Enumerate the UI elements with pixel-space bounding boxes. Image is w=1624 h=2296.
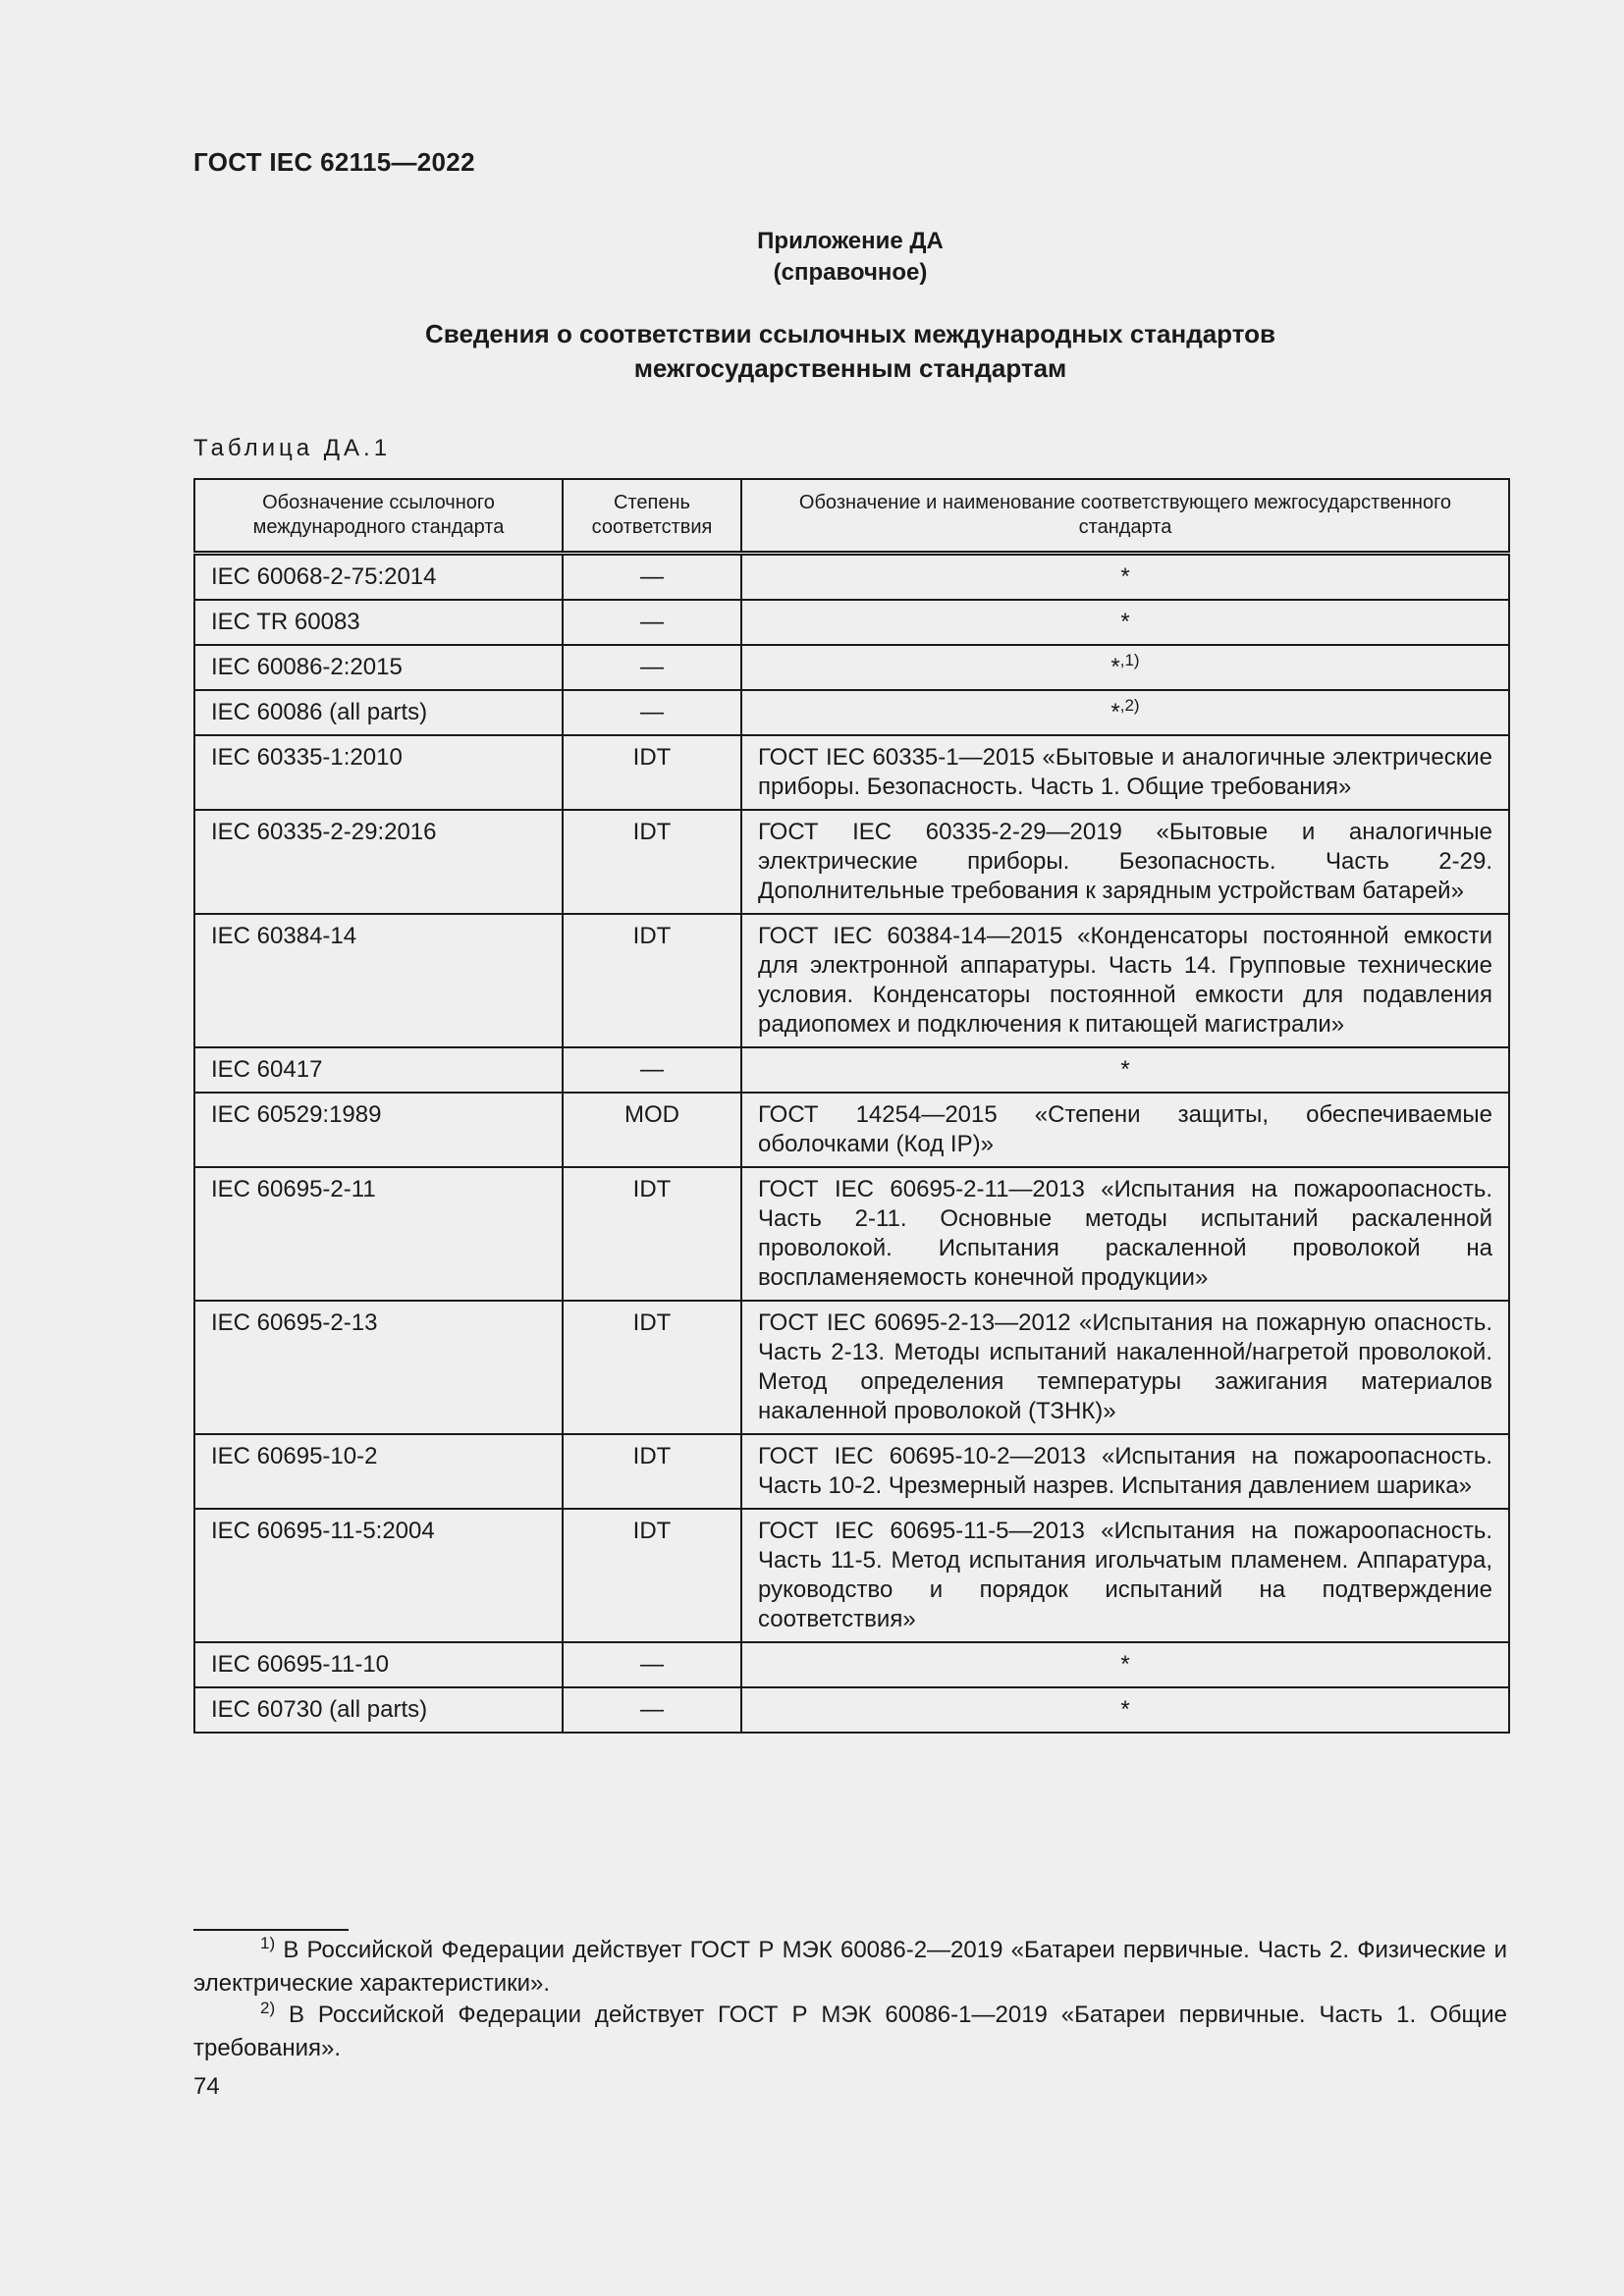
- footnote-text: В Российской Федерации действует ГОСТ Р МЭК 60086-1—2019 «Батареи первичные. Часть 1. Общие требования».: [193, 2002, 1507, 2061]
- section-title: [193, 317, 1507, 386]
- interstate-standard-text: *: [1120, 563, 1130, 590]
- footnote-1: [193, 1934, 1507, 2001]
- table-caption: Таблица ДА.1: [193, 435, 392, 461]
- interstate-standard-text: *: [1110, 654, 1120, 680]
- interstate-standard-cell: [741, 914, 1509, 1047]
- intl-standard-cell: IEC 60417: [194, 1047, 563, 1093]
- table-body: [194, 554, 1509, 1734]
- intl-standard-cell: IEC 60068-2-75:2014: [194, 554, 563, 601]
- table-header-row: [194, 479, 1509, 554]
- interstate-standard-text: ГОСТ IEC 60695-11-5—2013 «Испытания на пожароопасность. Часть 11-5. Метод испытания игольчатым пламенем. Аппаратура, руководство и порядок испытаний на подтверждение соответствия»: [758, 1518, 1492, 1632]
- interstate-standard-text: *: [1120, 609, 1130, 635]
- page-number: 74: [193, 2073, 220, 2100]
- degree-cell: IDT: [563, 914, 741, 1047]
- degree-cell: —: [563, 690, 741, 735]
- intl-standard-cell: IEC 60695-2-13: [194, 1301, 563, 1434]
- table-row: [194, 1093, 1509, 1167]
- degree-cell: —: [563, 1642, 741, 1687]
- degree-cell: IDT: [563, 1167, 741, 1301]
- document-code: ГОСТ IEC 62115—2022: [193, 147, 475, 177]
- degree-cell: IDT: [563, 1434, 741, 1509]
- intl-standard-cell: IEC 60086 (all parts): [194, 690, 563, 735]
- section-title-line2: межгосударственным стандартам: [633, 353, 1067, 383]
- table-row: [194, 1509, 1509, 1642]
- table-row: [194, 1434, 1509, 1509]
- intl-standard-cell: IEC 60384-14: [194, 914, 563, 1047]
- appendix-title: Приложение ДА: [757, 228, 944, 254]
- interstate-standard-text: ГОСТ IEC 60695-10-2—2013 «Испытания на пожароопасность. Часть 10-2. Чрезмерный назрев. Испытания давлением шарика»: [758, 1443, 1492, 1499]
- interstate-standard-cell: [741, 690, 1509, 735]
- section-title-line1: Сведения о соответствии ссылочных международных стандартов: [425, 319, 1275, 348]
- interstate-standard-text: ГОСТ IEC 60695-2-11—2013 «Испытания на пожароопасность. Часть 2-11. Основные методы испытаний раскаленной проволокой. Испытания раскаленной проволокой на воспламеняемость конечной продукции»: [758, 1176, 1492, 1291]
- intl-standard-cell: IEC 60335-1:2010: [194, 735, 563, 810]
- table-row: [194, 1167, 1509, 1301]
- degree-cell: IDT: [563, 1509, 741, 1642]
- table-row: [194, 1047, 1509, 1093]
- header-degree: Степень соответствия: [563, 479, 741, 554]
- interstate-standard-cell: [741, 1167, 1509, 1301]
- footnote-text: В Российской Федерации действует ГОСТ Р МЭК 60086-2—2019 «Батареи первичные. Часть 2. Физические и электрические характеристики».: [193, 1937, 1507, 1997]
- degree-cell: —: [563, 600, 741, 645]
- intl-standard-cell: IEC 60695-11-5:2004: [194, 1509, 563, 1642]
- interstate-standard-cell: [741, 554, 1509, 601]
- interstate-standard-cell: [741, 1642, 1509, 1687]
- intl-standard-cell: IEC 60695-10-2: [194, 1434, 563, 1509]
- interstate-standard-text: ГОСТ IEC 60335-1—2015 «Бытовые и аналогичные электрические приборы. Безопасность. Часть 1. Общие требования»: [758, 744, 1492, 800]
- appendix-subtitle: (справочное): [773, 259, 928, 286]
- interstate-standard-cell: [741, 1301, 1509, 1434]
- intl-standard-cell: IEC 60695-2-11: [194, 1167, 563, 1301]
- interstate-standard-cell: [741, 1687, 1509, 1733]
- degree-cell: IDT: [563, 1301, 741, 1434]
- interstate-standard-cell: [741, 645, 1509, 690]
- interstate-standard-cell: [741, 735, 1509, 810]
- interstate-standard-cell: [741, 1434, 1509, 1509]
- standards-correspondence-table: [193, 478, 1510, 1734]
- table-row: [194, 1642, 1509, 1687]
- footnote-rule: [193, 1929, 349, 1931]
- degree-cell: IDT: [563, 810, 741, 914]
- intl-standard-cell: IEC 60529:1989: [194, 1093, 563, 1167]
- intl-standard-cell: IEC 60335-2-29:2016: [194, 810, 563, 914]
- degree-cell: —: [563, 645, 741, 690]
- table-row: [194, 914, 1509, 1047]
- degree-cell: —: [563, 554, 741, 601]
- interstate-standard-text: ГОСТ IEC 60695-2-13—2012 «Испытания на пожарную опасность. Часть 2-13. Методы испытаний накаленной/нагретой проволокой. Метод определения температуры зажигания материалов накаленной проволокой (ТЗНК)»: [758, 1309, 1492, 1424]
- degree-cell: IDT: [563, 735, 741, 810]
- table-row: [194, 735, 1509, 810]
- degree-cell: —: [563, 1047, 741, 1093]
- footnote-mark: 2): [260, 1999, 276, 2017]
- interstate-standard-cell: [741, 810, 1509, 914]
- table-row: [194, 690, 1509, 735]
- degree-cell: —: [563, 1687, 741, 1733]
- intl-standard-cell: IEC 60730 (all parts): [194, 1687, 563, 1733]
- table-row: [194, 645, 1509, 690]
- interstate-standard-text: *: [1110, 699, 1120, 725]
- interstate-standard-text: *: [1120, 1056, 1130, 1083]
- degree-cell: MOD: [563, 1093, 741, 1167]
- footnote-2: [193, 1999, 1507, 2065]
- interstate-standard-cell: [741, 600, 1509, 645]
- interstate-standard-text: *: [1120, 1696, 1130, 1723]
- interstate-standard-text: *: [1120, 1651, 1130, 1678]
- appendix-heading: [193, 226, 1507, 289]
- header-interstate-standard: Обозначение и наименование соответствующего межгосударственного стандарта: [741, 479, 1509, 554]
- header-intl-standard: Обозначение ссылочного международного стандарта: [194, 479, 563, 554]
- interstate-standard-cell: [741, 1047, 1509, 1093]
- interstate-standard-cell: [741, 1093, 1509, 1167]
- intl-standard-cell: IEC 60086-2:2015: [194, 645, 563, 690]
- intl-standard-cell: IEC 60695-11-10: [194, 1642, 563, 1687]
- interstate-standard-text: ГОСТ IEC 60384-14—2015 «Конденсаторы постоянной емкости для электронной аппаратуры. Часть 14. Групповые технические условия. Конденсаторы постоянной емкости для подавления радиопомех и подключения к питающей магистрали»: [758, 923, 1492, 1038]
- table-row: [194, 1687, 1509, 1733]
- table-row: [194, 600, 1509, 645]
- table-row: [194, 810, 1509, 914]
- footnote-mark: 1): [260, 1934, 276, 1952]
- intl-standard-cell: IEC TR 60083: [194, 600, 563, 645]
- footnote-reference: ,2): [1119, 696, 1140, 715]
- footnotes: [193, 1934, 1507, 2065]
- footnote-reference: ,1): [1119, 651, 1140, 669]
- interstate-standard-cell: [741, 1509, 1509, 1642]
- table-row: [194, 1301, 1509, 1434]
- table-row: [194, 554, 1509, 601]
- interstate-standard-text: ГОСТ 14254—2015 «Степени защиты, обеспечиваемые оболочками (Код IP)»: [758, 1101, 1492, 1157]
- interstate-standard-text: ГОСТ IEC 60335-2-29—2019 «Бытовые и аналогичные электрические приборы. Безопасность. Часть 2-29. Дополнительные требования к зарядным устройствам батарей»: [758, 819, 1492, 904]
